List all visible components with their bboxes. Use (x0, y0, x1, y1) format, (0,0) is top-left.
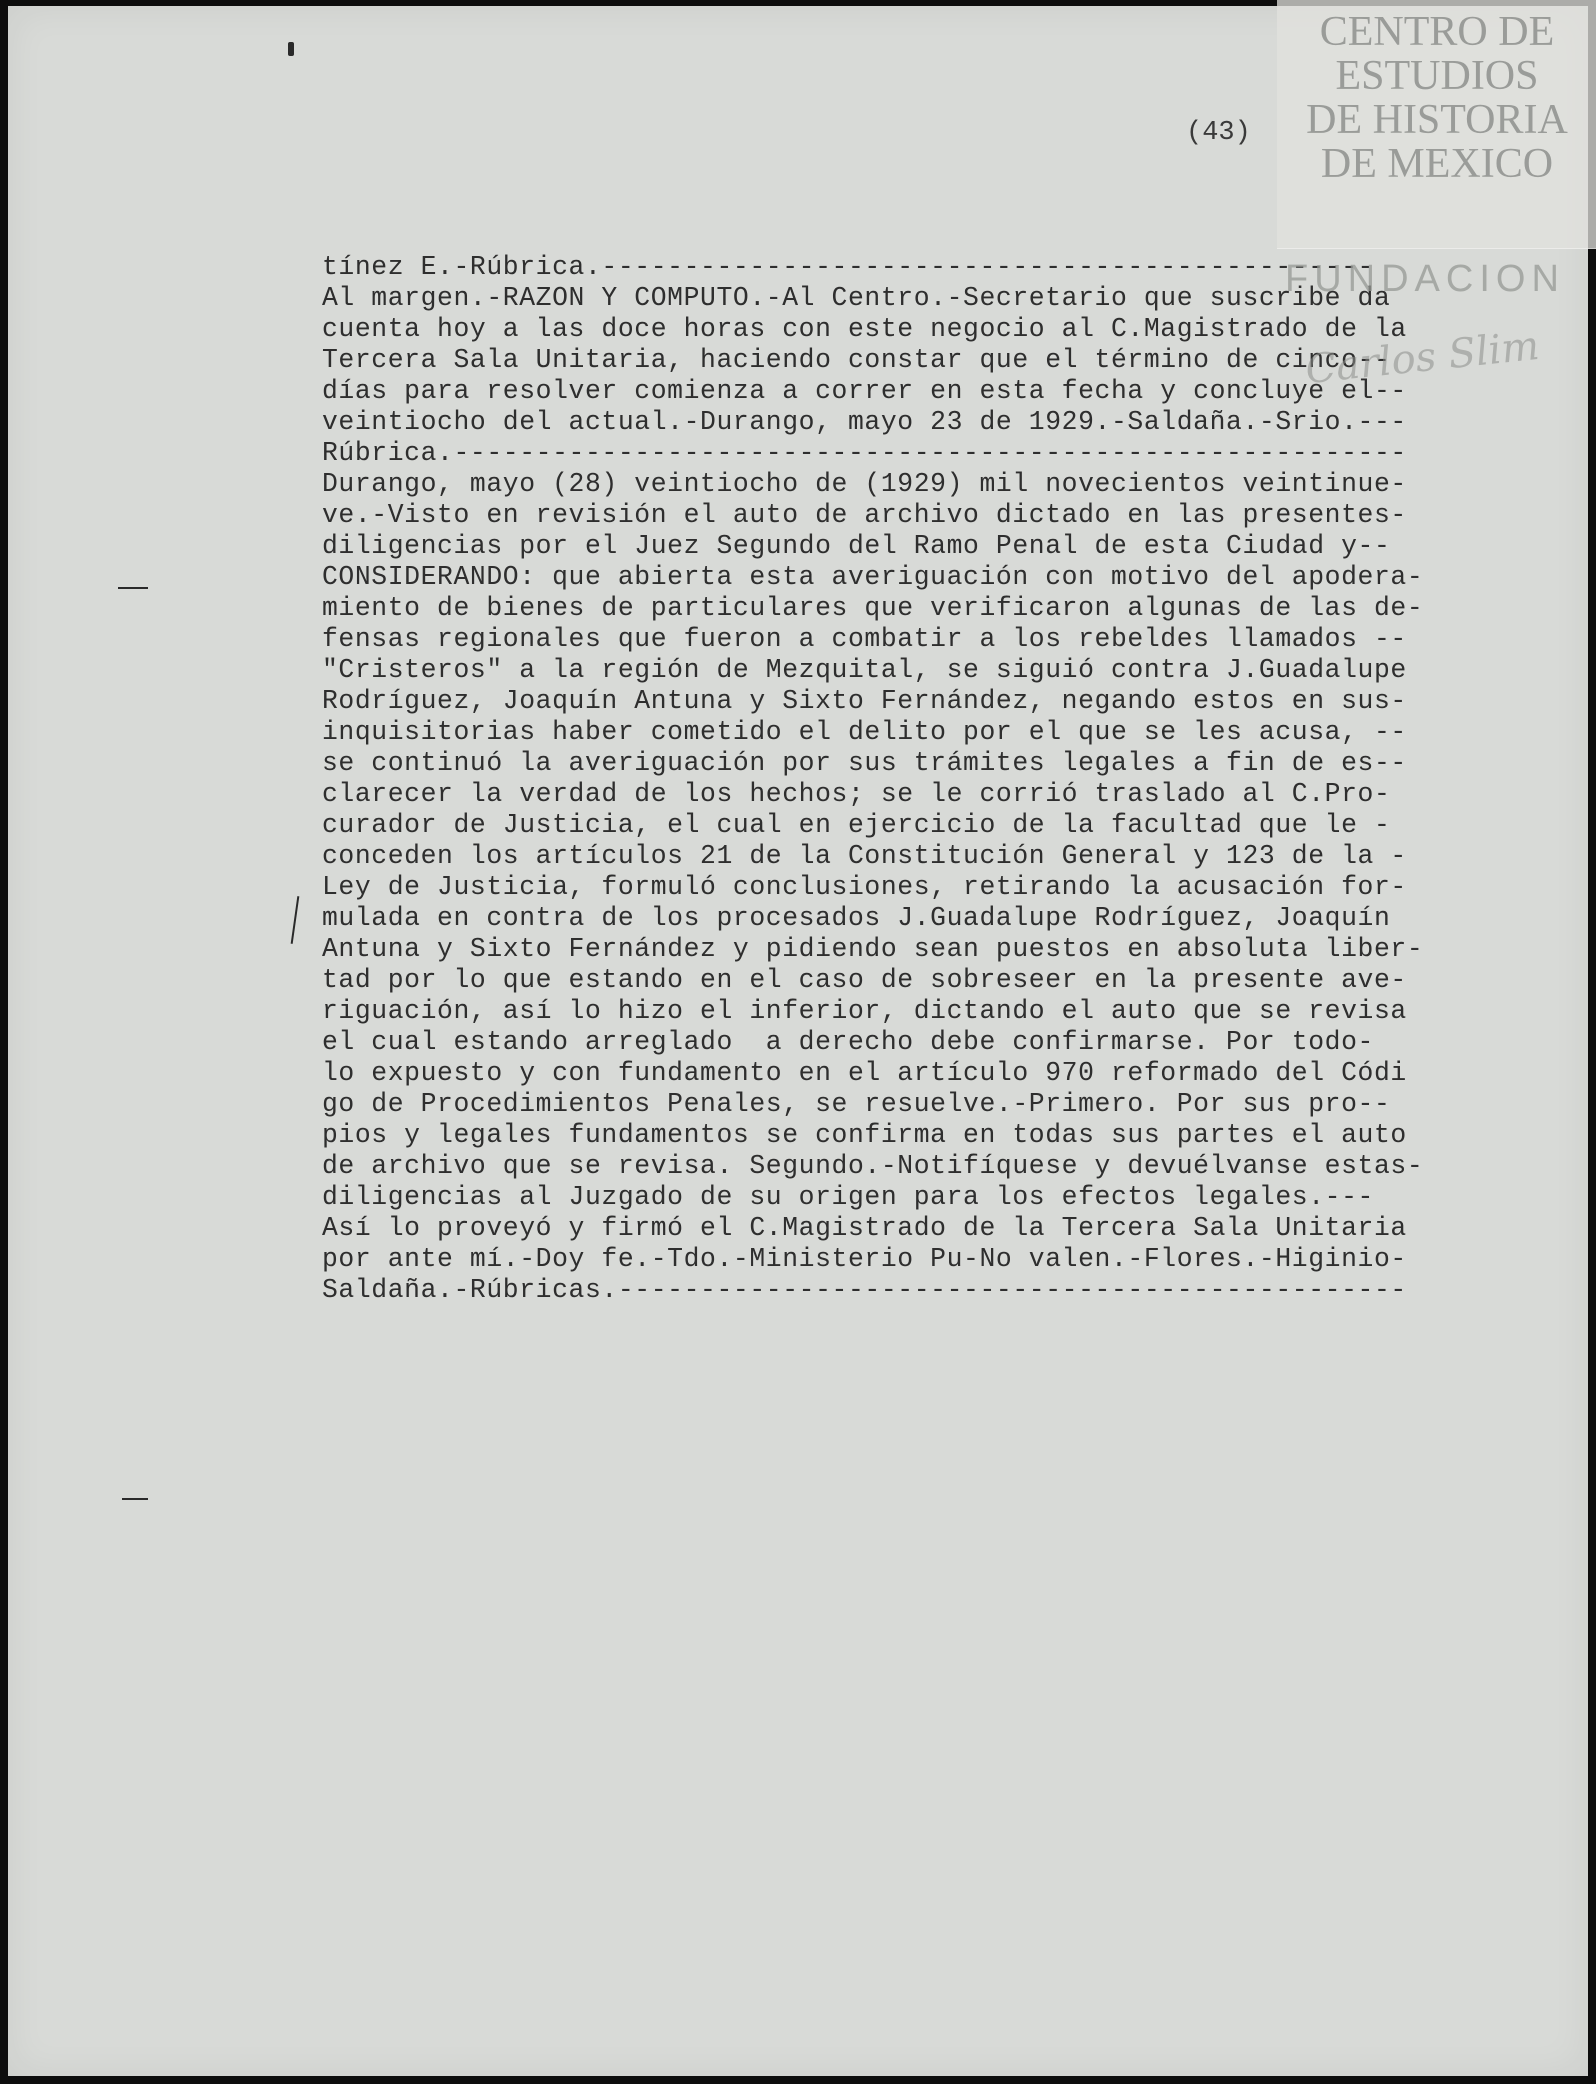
text-line: diligencias al Juzgado de su origen para los efectos legales.--- (322, 1182, 1374, 1212)
archive-watermark (1277, 0, 1596, 249)
text-line: inquisitorias haber cometido el delito por el que se les acusa, -- (322, 717, 1407, 747)
margin-tick (291, 896, 300, 944)
text-line: Rúbrica.---------------------------------------------------------- (322, 438, 1407, 468)
text-line: Rodríguez, Joaquín Antuna y Sixto Fernández, negando estos en sus- (322, 686, 1407, 716)
text-line: lo expuesto y con fundamento en el artículo 970 reformado del Códi (322, 1058, 1407, 1088)
text-line: fensas regionales que fueron a combatir a los rebeldes llamados -- (322, 624, 1407, 654)
watermark-fundacion: FUNDACION (1285, 258, 1565, 300)
text-line: se continuó la averiguación por sus trámites legales a fin de es-- (322, 748, 1407, 778)
text-line: veintiocho del actual.-Durango, mayo 23 de 1929.-Saldaña.-Srio.--- (322, 407, 1407, 437)
text-line: mulada en contra de los procesados J.Guadalupe Rodríguez, Joaquín (322, 903, 1391, 933)
text-line: Ley de Justicia, formuló conclusiones, retirando la acusación for- (322, 872, 1407, 902)
watermark-line: DE MEXICO (1320, 141, 1554, 187)
text-line: conceden los artículos 21 de la Constitución General y 123 de la - (322, 841, 1407, 871)
text-line: ve.-Visto en revisión el auto de archivo dictado en las presentes- (322, 500, 1407, 530)
text-line: días para resolver comienza a correr en esta fecha y concluye el-- (322, 376, 1407, 406)
text-line: Saldaña.-Rúbricas.------------------------------------------------ (322, 1275, 1407, 1305)
ink-mark (288, 42, 294, 56)
text-line: tad por lo que estando en el caso de sobreseer en la presente ave- (322, 965, 1407, 995)
text-line: go de Procedimientos Penales, se resuelve.-Primero. Por sus pro-- (322, 1089, 1391, 1119)
margin-dash (122, 1498, 148, 1500)
text-line: miento de bienes de particulares que verificaron algunas de las de- (322, 593, 1424, 623)
text-line: por ante mí.-Doy fe.-Tdo.-Ministerio Pu-No valen.-Flores.-Higinio- (322, 1244, 1407, 1274)
text-line: Así lo proveyó y firmó el C.Magistrado de la Tercera Sala Unitaria (322, 1213, 1407, 1243)
text-line: el cual estando arreglado a derecho debe confirmarse. Por todo- (322, 1027, 1374, 1057)
typed-text-block (322, 252, 1592, 1306)
text-line: Al margen.-RAZON Y COMPUTO.-Al Centro.-Secretario que suscribe da (322, 283, 1391, 313)
text-line: Tercera Sala Unitaria, haciendo constar que el término de cinco-- (322, 345, 1391, 375)
text-line: "Cristeros" a la región de Mezquital, se siguió contra J.Guadalupe (322, 655, 1407, 685)
watermark-line: CENTRO DE (1319, 9, 1555, 55)
text-line: clarecer la verdad de los hechos; se le corrió traslado al C.Pro- (322, 779, 1391, 809)
watermark-signature: Carlos Slim (1303, 322, 1542, 394)
text-line: pios y legales fundamentos se confirma en todas sus partes el auto (322, 1120, 1407, 1150)
text-line: diligencias por el Juez Segundo del Ramo Penal de esta Ciudad y-- (322, 531, 1391, 561)
margin-dash (118, 587, 148, 589)
text-line: riguación, así lo hizo el inferior, dictando el auto que se revisa (322, 996, 1407, 1026)
watermark-line: DE HISTORIA (1306, 97, 1568, 143)
text-line: Durango, mayo (28) veintiocho de (1929) mil novecientos veintinue- (322, 469, 1407, 499)
text-line: cuenta hoy a las doce horas con este negocio al C.Magistrado de la (322, 314, 1407, 344)
text-line: de archivo que se revisa. Segundo.-Notifíquese y devuélvanse estas- (322, 1151, 1424, 1181)
page-number: (43) (1186, 118, 1251, 148)
text-line: curador de Justicia, el cual en ejercicio de la facultad que le - (322, 810, 1391, 840)
text-line: tínez E.-Rúbrica.----------------------------------------------- (322, 252, 1374, 282)
watermark-line: ESTUDIOS (1335, 53, 1539, 99)
text-line: Antuna y Sixto Fernández y pidiendo sean puestos en absoluta liber- (322, 934, 1424, 964)
document-page (8, 6, 1588, 2076)
text-line: CONSIDERANDO: que abierta esta averiguación con motivo del apodera- (322, 562, 1424, 592)
